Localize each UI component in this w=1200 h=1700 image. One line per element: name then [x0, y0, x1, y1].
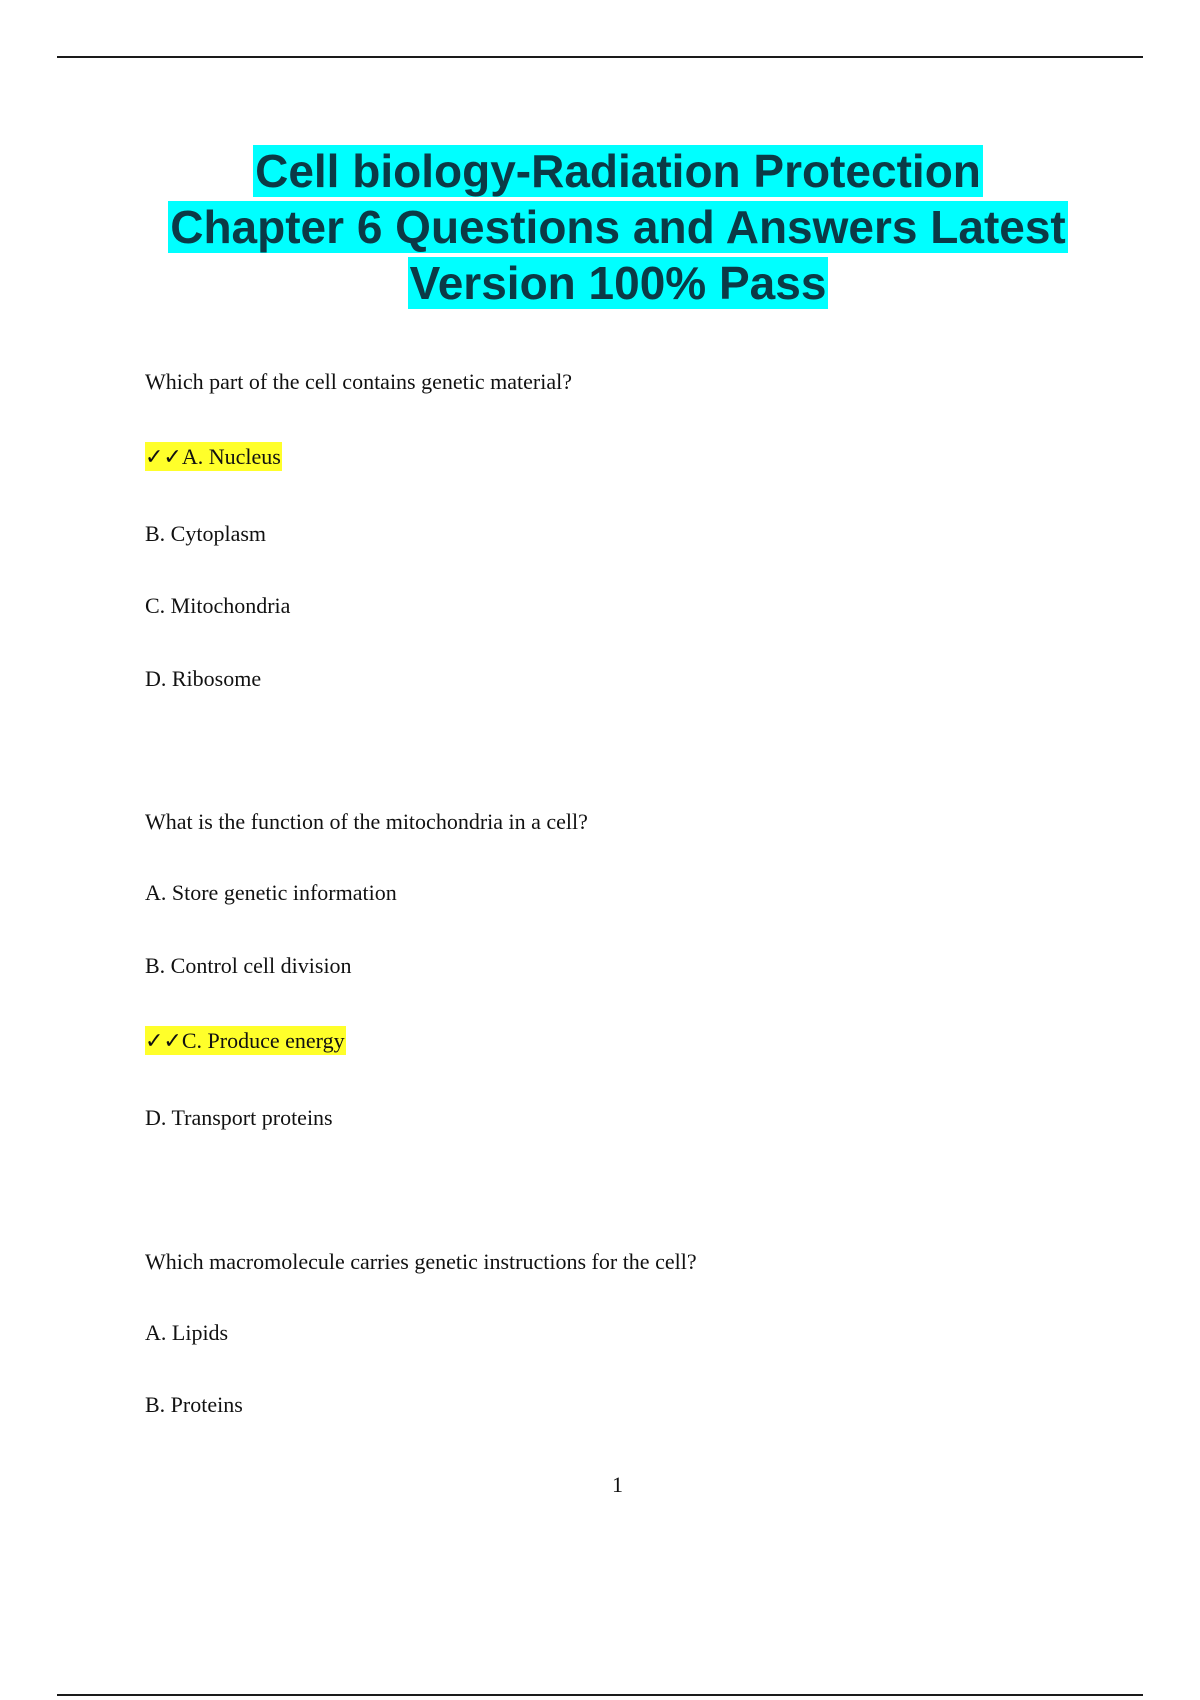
page-number: 1 [612, 1472, 623, 1497]
question-1-option-c: C. Mitochondria [145, 593, 291, 618]
double-check-icon: ✓✓ [145, 1029, 182, 1054]
question-3-option-a: A. Lipids [145, 1320, 229, 1345]
title-line-3: Version 100% Pass [409, 257, 827, 309]
document-title [100, 143, 1136, 311]
question-2-option-c [145, 1027, 346, 1056]
top-rule [57, 56, 1143, 58]
correct-answer-highlight: ✓✓C. Produce energy [145, 1028, 345, 1054]
question-1-option-b: B. Cytoplasm [145, 521, 267, 546]
question-2-option-a: A. Store genetic information [145, 880, 397, 905]
question-3-option-b: B. Proteins [145, 1392, 243, 1417]
correct-answer-highlight: ✓✓A. Nucleus [145, 444, 281, 470]
question-1-text: Which part of the cell contains genetic material? [145, 369, 572, 394]
double-check-icon: ✓✓ [145, 445, 182, 470]
question-2-option-d: D. Transport proteins [145, 1105, 333, 1130]
bottom-rule [57, 1694, 1143, 1696]
title-line-1: Cell biology-Radiation Protection [255, 145, 981, 197]
question-2-option-b: B. Control cell division [145, 953, 352, 978]
question-2-text: What is the function of the mitochondria in a cell? [145, 809, 588, 834]
title-line-2: Chapter 6 Questions and Answers Latest [170, 201, 1066, 253]
question-3-text: Which macromolecule carries genetic instructions for the cell? [145, 1249, 697, 1274]
question-1-option-a [145, 443, 282, 472]
question-1-option-d: D. Ribosome [145, 666, 262, 691]
